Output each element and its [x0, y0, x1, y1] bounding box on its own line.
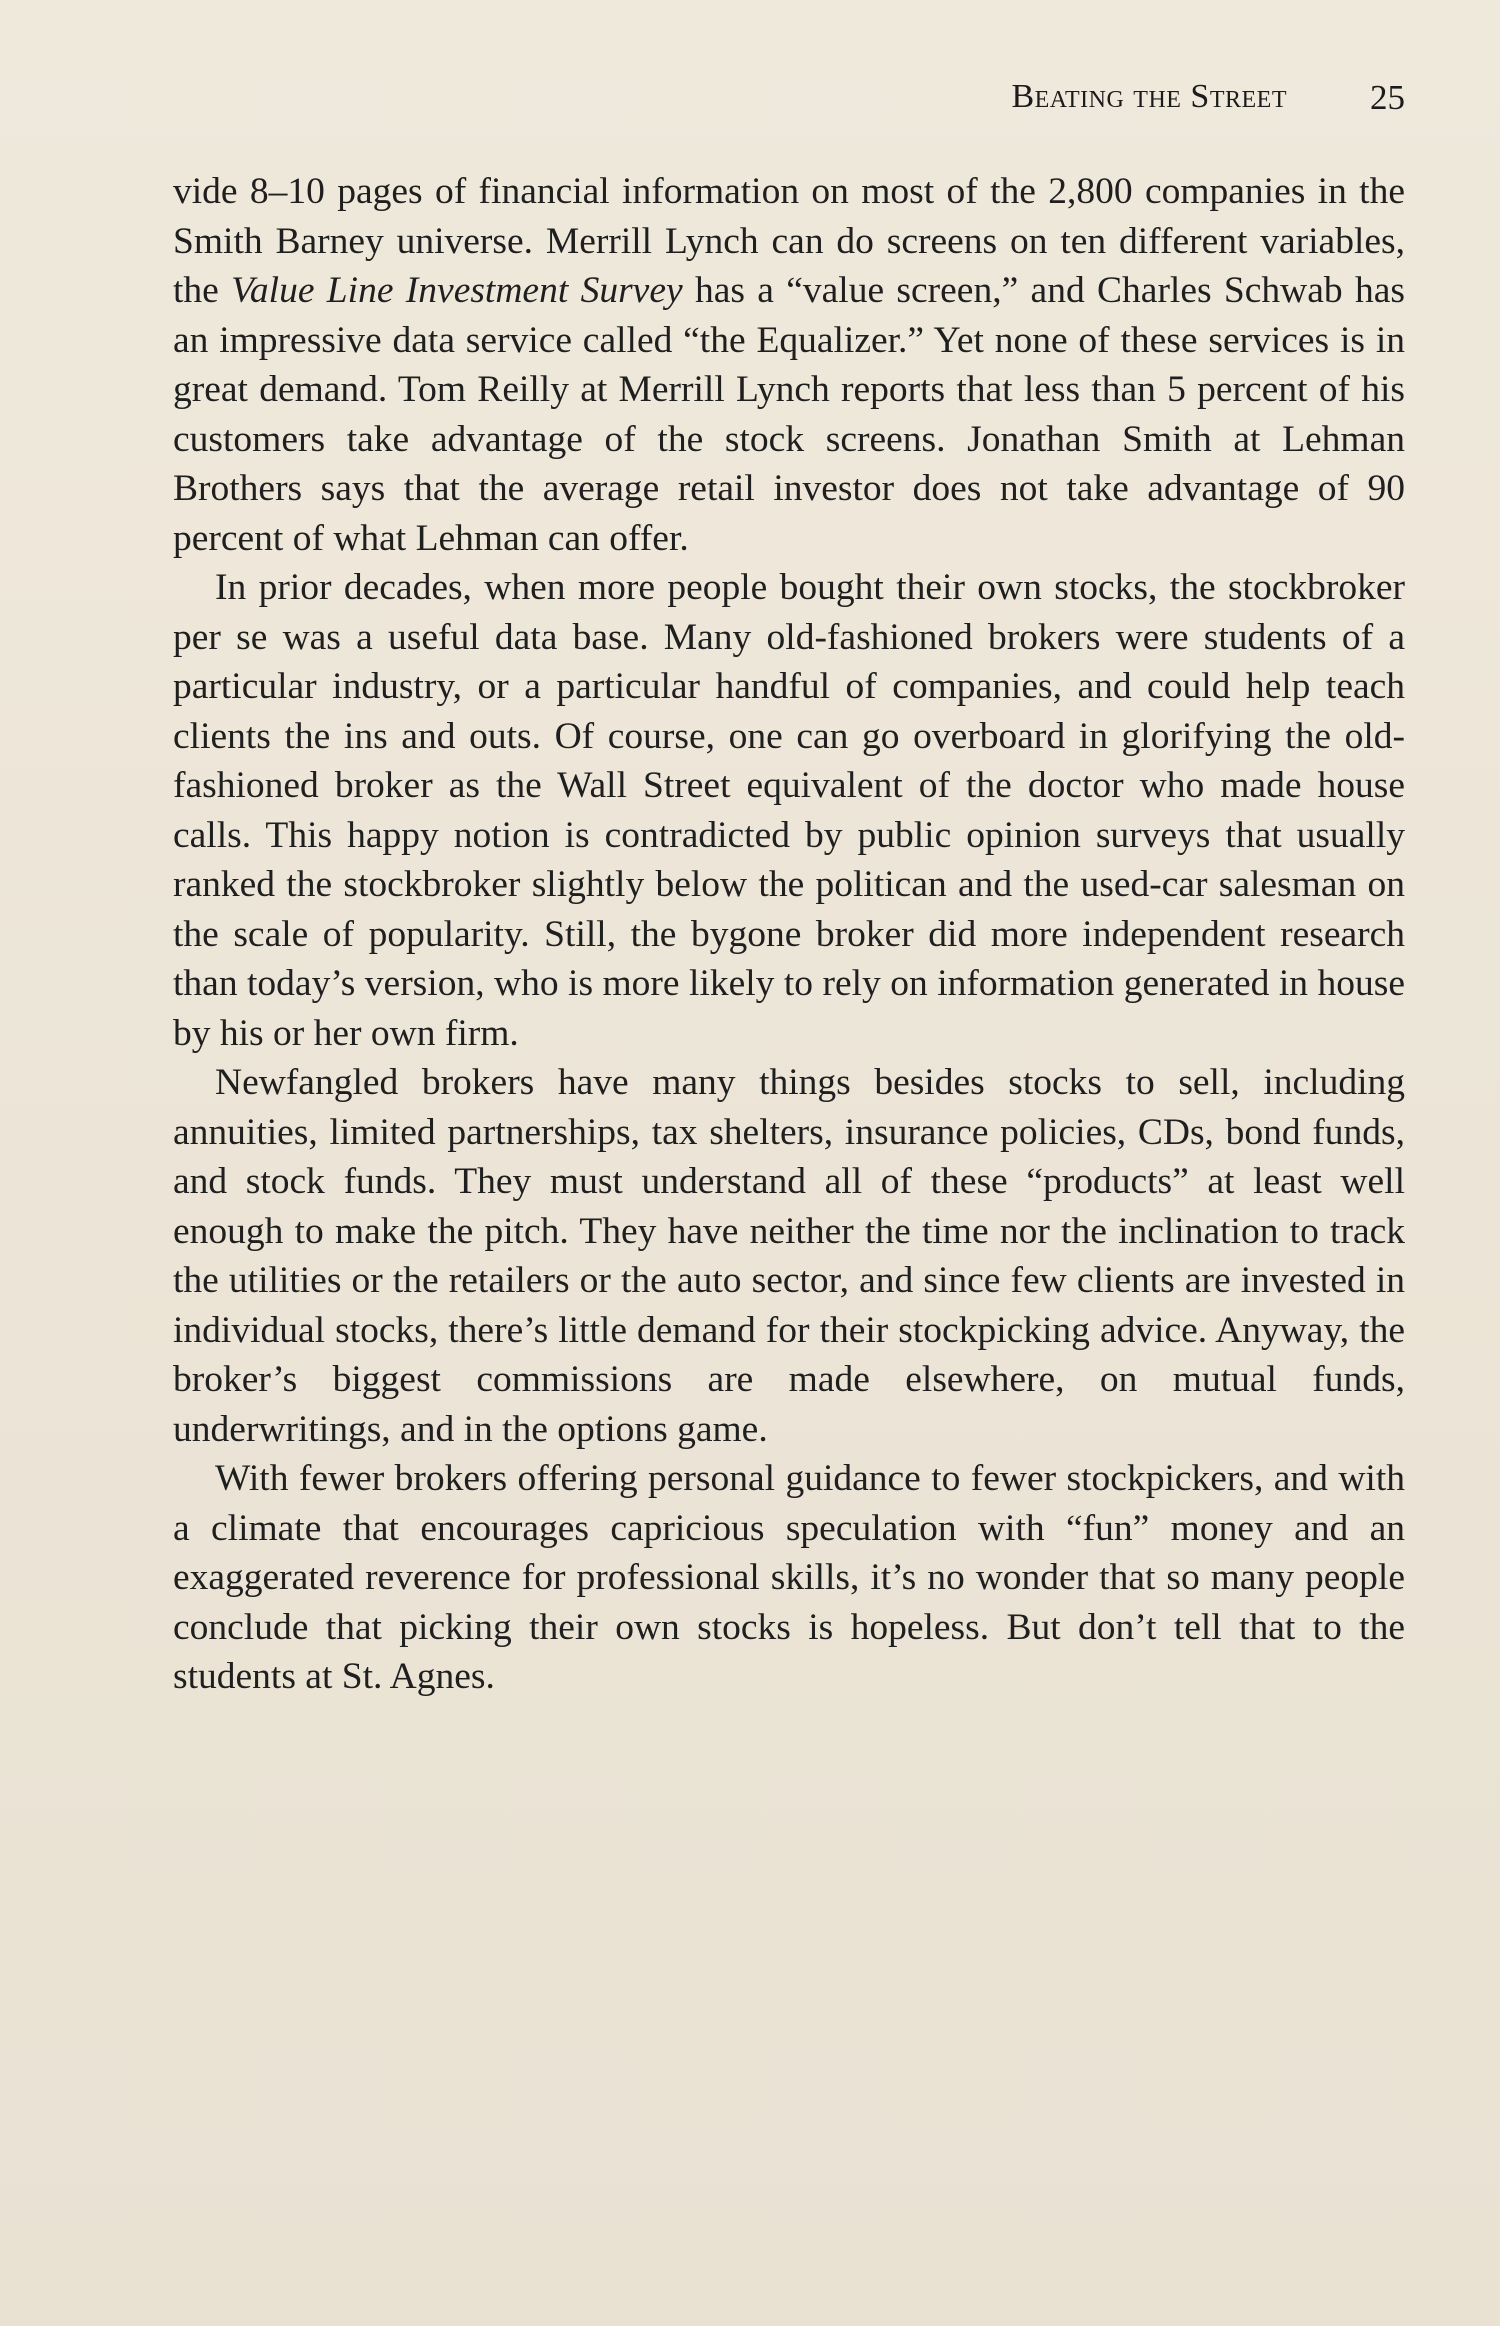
page-number: 25: [1370, 78, 1405, 117]
running-title: Beating the Street: [1011, 78, 1287, 115]
paragraph-2: In prior decades, when more people bought their own stocks, the stockbroker per se was a useful data base. Many old-fashioned brokers were students of a particular industry, or a particular handful of companies, and could help teach clients the ins and outs. Of course, one can go overboard in glorifying the old-fashioned broker as the Wall Street equivalent of the doctor who made house calls. This happy notion is contradicted by public opinion surveys that usually ranked the stockbroker slightly below the politican and the used-car salesman on the scale of popularity. Still, the bygone broker did more independent research than today’s version, who is more likely to rely on information generated in house by his or her own firm.: [173, 567, 1405, 1054]
paragraph-1-text-a: vide 8–10 pages of financial information on most of the 2,800 companies in the Smith Barney universe. Merrill Lynch can do screens on ten different variables, the: [173, 171, 1405, 311]
paragraph-4: With fewer brokers offering personal guidance to fewer stockpickers, and with a climate that encourages capricious speculation with “fun” money and an exaggerated reverence for professional skills, it’s no wonder that so many people conclude that picking their own stocks is hopeless. But don’t tell that to the students at St. Agnes.: [173, 1458, 1405, 1697]
paragraph-3: Newfangled brokers have many things besides stocks to sell, including annuities, limited partnerships, tax shelters, insurance policies, CDs, bond funds, and stock funds. They must understand all of these “products” at least well enough to make the pitch. They have neither the time nor the inclination to track the utilities or the retailers or the auto sector, and since few clients are invested in individual stocks, there’s little demand for their stockpicking advice. Anyway, the broker’s biggest commissions are made elsewhere, on mutual funds, underwritings, and in the options game.: [173, 1062, 1405, 1450]
body-text: [173, 167, 1405, 1702]
page-header: [173, 78, 1405, 128]
paragraph-1: [173, 167, 1405, 563]
publication-title: Value Line Investment Survey: [231, 270, 683, 311]
paragraph-1-text-b: has a “value screen,” and Charles Schwab has an impressive data service called “the Equalizer.” Yet none of these services is in great demand. Tom Reilly at Merrill Lynch reports that less than 5 percent of his customers take advantage of the stock screens. Jonathan Smith at Lehman Brothers says that the average retail investor does not take advantage of 90 percent of what Lehman can offer.: [173, 270, 1405, 559]
